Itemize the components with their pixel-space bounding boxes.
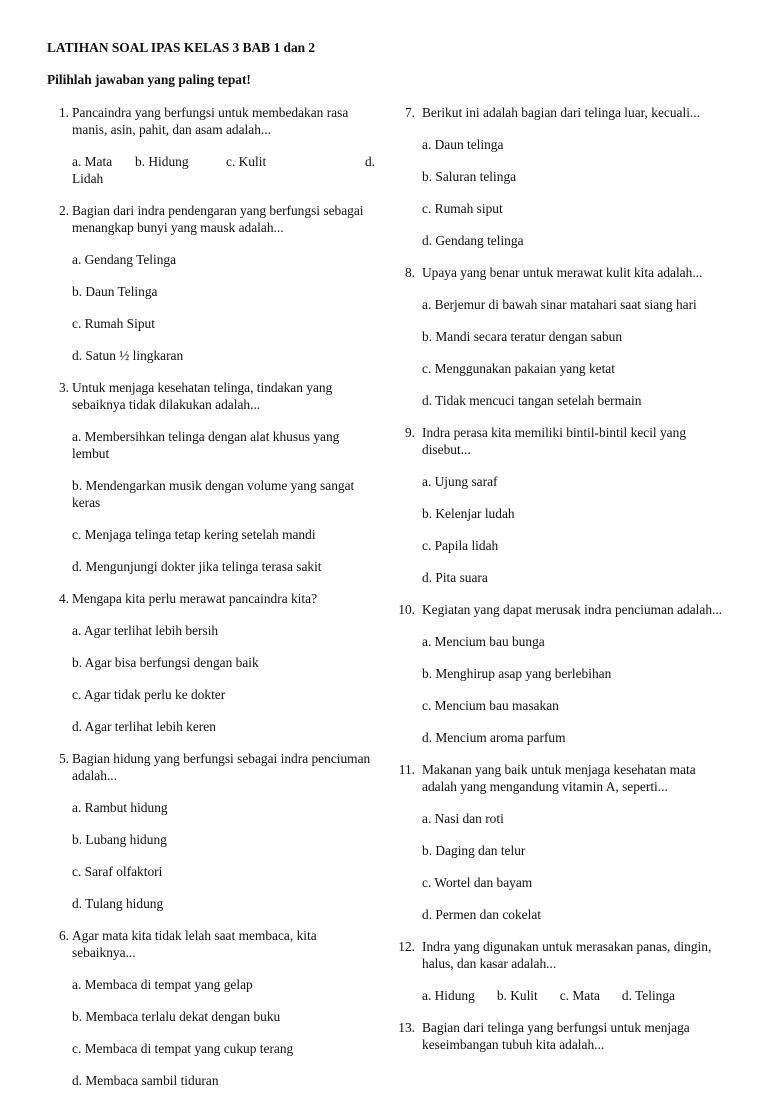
option-a: a. Rambut hidung [72,800,168,815]
option-c: c. Rumah siput [422,201,503,216]
option-row [422,987,727,1004]
question-number: 10. [398,602,415,617]
option-b: b. Agar bisa berfungsi dengan baik [72,655,259,670]
question-4 [47,590,375,735]
option-a: a. Mata [72,154,113,169]
option-d: d. Satun ½ lingkaran [72,348,184,363]
option-c: c. Wortel dan bayam [422,875,533,890]
option-b: b. Mendengarkan musik dengan volume yang sangat keras [72,478,355,510]
option-c: c. Menggunakan pakaian yang ketat [422,361,615,376]
question-text: Kegiatan yang dapat merusak indra penciuman adalah... [422,602,723,617]
option-d: d. Tulang hidung [72,896,164,911]
question-text: Indra perasa kita memiliki bintil-bintil kecil yang disebut... [422,425,687,457]
question-13 [397,1019,727,1053]
option-a: a. Berjemur di bawah sinar matahari saat siang hari [422,297,697,312]
option-a: a. Nasi dan roti [422,811,504,826]
option-a: a. Membersihkan telinga dengan alat khusus yang lembut [72,429,340,461]
option-d: d. Mengunjungi dokter jika telinga terasa sakit [72,559,322,574]
question-text: Indra yang digunakan untuk merasakan panas, dingin, halus, dan kasar adalah... [422,939,712,971]
option-c: c. Membaca di tempat yang cukup terang [72,1041,294,1056]
option-a: a. Agar terlihat lebih bersih [72,623,219,638]
question-number: 4. [58,591,69,606]
option-b: b. Saluran telinga [422,169,517,184]
option-grid [422,810,727,938]
option-b: b. Lubang hidung [72,832,167,847]
question-9 [397,424,727,601]
option-d: d. Telinga [621,988,676,1003]
option-d: d. Permen dan cokelat [422,907,541,922]
option-c: c. Papila lidah [422,538,499,553]
question-8 [397,264,727,409]
question-text: Bagian dari telinga yang berfungsi untuk menjaga keseimbangan tubuh kita adalah... [422,1020,690,1052]
option-c: c. Agar tidak perlu ke dokter [72,687,226,702]
option-a: a. Daun telinga [422,137,504,152]
question-text: Bagian dari indra pendengaran yang berfungsi sebagai menangkap bunyi yang mausk adalah... [72,203,364,235]
option-d: d. Mencium aroma parfum [422,730,566,745]
option-b: b. Kulit [496,988,538,1003]
option-b: b. Menghirup asap yang berlebihan [422,666,612,681]
question-text: Mengapa kita perlu merawat pancaindra kita? [72,591,318,606]
question-1 [47,104,375,187]
question-number: 7. [404,105,415,120]
option-grid [72,251,375,379]
option-b: b. Daging dan telur [422,843,526,858]
option-d: d. Pita suara [422,570,488,585]
question-5 [47,750,375,927]
question-number: 13. [398,1020,415,1035]
question-number: 5. [58,751,69,766]
option-grid [422,136,727,264]
option-a: a. Gendang Telinga [72,252,177,267]
question-text: Agar mata kita tidak lelah saat membaca, kita sebaiknya... [72,928,317,960]
option-c: c. Kulit [226,154,267,169]
question-7 [397,104,727,264]
option-c: c. Rumah Siput [72,316,155,331]
option-b: b. Mandi secara teratur dengan sabun [422,329,623,344]
question-number: 9. [404,425,415,440]
option-d: d. [364,154,375,169]
option-a: a. Mencium bau bunga [422,634,545,649]
option-a: a. Membaca di tempat yang gelap [72,977,253,992]
instruction-text: Pilihlah jawaban yang paling tepat! [47,72,251,87]
option-grid [422,473,727,601]
worksheet-title: LATIHAN SOAL IPAS KELAS 3 BAB 1 dan 2 [47,40,316,55]
option-grid [72,799,375,927]
question-number: 11. [398,762,415,777]
question-number: 1. [58,105,69,120]
question-number: 8. [404,265,415,280]
right-column [397,104,727,1068]
left-column [47,104,375,1104]
option-d: d. Membaca sambil tiduran [72,1073,219,1088]
option-a: a. Hidung [422,988,475,1003]
option-c: c. Mata [559,988,600,1003]
option-b: b. Hidung [135,154,189,169]
option-c: c. Menjaga telinga tetap kering setelah mandi [72,527,316,542]
option-d: d. Agar terlihat lebih keren [72,719,216,734]
question-10 [397,601,727,746]
option-d: d. Tidak mencuci tangan setelah bermain [422,393,642,408]
question-number: 6. [58,928,69,943]
question-2 [47,202,375,379]
question-12 [397,938,727,1004]
question-6 [47,927,375,1089]
option-b: b. Daun Telinga [72,284,158,299]
question-text: Berikut ini adalah bagian dari telinga luar, kecuali... [422,105,700,120]
option-d: d. Gendang telinga [422,233,524,248]
option-c: c. Mencium bau masakan [422,698,559,713]
question-text: Bagian hidung yang berfungsi sebagai indra penciuman adalah... [72,751,371,783]
option-d-wrapped-text: Lidah [72,171,104,186]
option-b: b. Kelenjar ludah [422,506,515,521]
question-11 [397,761,727,938]
question-number: 12. [398,939,415,954]
question-text: Makanan yang baik untuk menjaga kesehatan mata adalah yang mengandung vitamin A, seperti... [422,762,696,794]
question-number: 3. [58,380,69,395]
question-text: Upaya yang benar untuk merawat kulit kita adalah... [422,265,703,280]
option-list [72,153,375,187]
option-b: b. Membaca terlalu dekat dengan buku [72,1009,281,1024]
option-a: a. Ujung saraf [422,474,498,489]
question-text: Untuk menjaga kesehatan telinga, tindakan yang sebaiknya tidak dilakukan adalah... [72,380,333,412]
question-number: 2. [58,203,69,218]
question-3 [47,379,375,575]
option-c: c. Saraf olfaktori [72,864,163,879]
question-text: Pancaindra yang berfungsi untuk membedakan rasa manis, asin, pahit, dan asam adalah... [72,105,349,137]
